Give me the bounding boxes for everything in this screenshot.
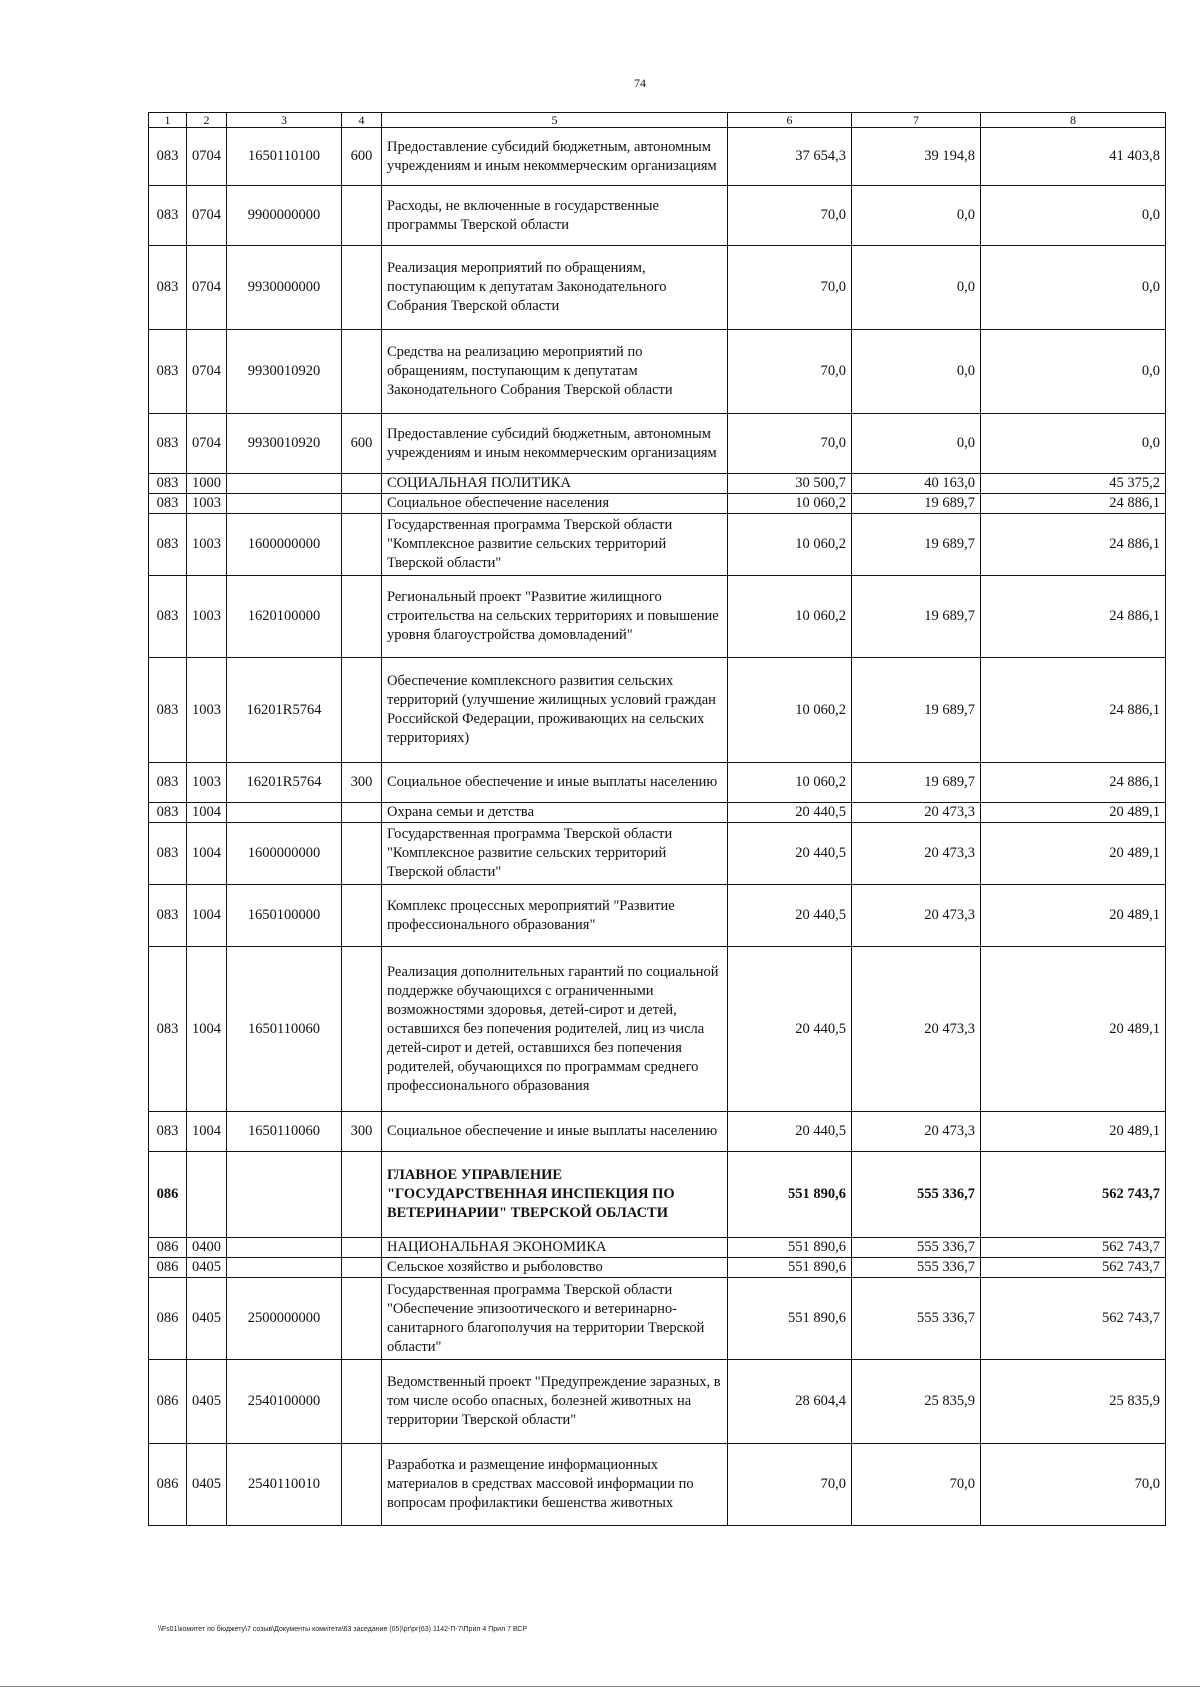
cell-description: Социальное обеспечение и иные выплаты населению — [382, 1112, 728, 1152]
cell-expense-type — [342, 576, 382, 658]
cell-section-code: 1000 — [187, 474, 227, 494]
cell-section-code: 1004 — [187, 1112, 227, 1152]
cell-expense-type — [342, 1258, 382, 1278]
cell-amount-2025: 40 163,0 — [852, 474, 981, 494]
cell-description: Средства на реализацию мероприятий по обращениям, поступающим к депутатам Законодательного Собрания Тверской области — [382, 330, 728, 414]
cell-description: НАЦИОНАЛЬНАЯ ЭКОНОМИКА — [382, 1238, 728, 1258]
cell-admin-code: 083 — [149, 128, 187, 186]
cell-section-code: 0400 — [187, 1238, 227, 1258]
cell-amount-2024: 20 440,5 — [728, 803, 852, 823]
cell-description: Региональный проект "Развитие жилищного строительства на сельских территориях и повышение уровня благоустройства домовладений" — [382, 576, 728, 658]
cell-amount-2024: 20 440,5 — [728, 885, 852, 947]
cell-target-article: 9930010920 — [227, 414, 342, 474]
column-number-2: 2 — [187, 113, 227, 128]
cell-section-code: 1003 — [187, 494, 227, 514]
cell-admin-code: 086 — [149, 1238, 187, 1258]
cell-target-article: 1600000000 — [227, 823, 342, 885]
cell-admin-code: 083 — [149, 885, 187, 947]
cell-section-code: 0405 — [187, 1444, 227, 1526]
cell-amount-2025: 20 473,3 — [852, 1112, 981, 1152]
cell-target-article: 16201R5764 — [227, 658, 342, 763]
cell-target-article — [227, 1238, 342, 1258]
cell-target-article — [227, 474, 342, 494]
cell-amount-2025: 19 689,7 — [852, 658, 981, 763]
cell-description: Обеспечение комплексного развития сельских территорий (улучшение жилищных условий граждан Российской Федерации, проживающих на сельских территориях) — [382, 658, 728, 763]
cell-section-code: 0704 — [187, 330, 227, 414]
table-body — [149, 128, 1166, 1526]
cell-admin-code: 083 — [149, 1112, 187, 1152]
cell-admin-code: 083 — [149, 763, 187, 803]
column-number-1: 1 — [149, 113, 187, 128]
cell-amount-2025: 555 336,7 — [852, 1278, 981, 1360]
cell-description: Предоставление субсидий бюджетным, автономным учреждениям и иным некоммерческим организациям — [382, 414, 728, 474]
cell-admin-code: 086 — [149, 1152, 187, 1238]
table-row — [149, 947, 1166, 1112]
table-row — [149, 1278, 1166, 1360]
cell-target-article: 1650110060 — [227, 947, 342, 1112]
table-row — [149, 576, 1166, 658]
cell-amount-2025: 20 473,3 — [852, 803, 981, 823]
cell-amount-2024: 70,0 — [728, 330, 852, 414]
cell-admin-code: 086 — [149, 1444, 187, 1526]
cell-target-article — [227, 1152, 342, 1238]
cell-description: Социальное обеспечение и иные выплаты населению — [382, 763, 728, 803]
cell-section-code: 1004 — [187, 823, 227, 885]
cell-admin-code: 086 — [149, 1360, 187, 1444]
cell-expense-type — [342, 1238, 382, 1258]
cell-expense-type — [342, 514, 382, 576]
cell-target-article — [227, 803, 342, 823]
cell-target-article: 1600000000 — [227, 514, 342, 576]
cell-admin-code: 083 — [149, 576, 187, 658]
cell-expense-type — [342, 186, 382, 246]
cell-amount-2026: 562 743,7 — [981, 1278, 1166, 1360]
cell-amount-2024: 37 654,3 — [728, 128, 852, 186]
cell-amount-2025: 19 689,7 — [852, 514, 981, 576]
cell-expense-type — [342, 1278, 382, 1360]
cell-amount-2026: 45 375,2 — [981, 474, 1166, 494]
table-row — [149, 803, 1166, 823]
column-number-6: 6 — [728, 113, 852, 128]
cell-amount-2026: 0,0 — [981, 414, 1166, 474]
cell-amount-2025: 19 689,7 — [852, 763, 981, 803]
cell-section-code: 1003 — [187, 576, 227, 658]
cell-amount-2026: 20 489,1 — [981, 1112, 1166, 1152]
cell-amount-2026: 562 743,7 — [981, 1238, 1166, 1258]
cell-description: Охрана семьи и детства — [382, 803, 728, 823]
cell-amount-2026: 0,0 — [981, 186, 1166, 246]
cell-amount-2025: 555 336,7 — [852, 1258, 981, 1278]
cell-admin-code: 083 — [149, 330, 187, 414]
cell-target-article: 1650110060 — [227, 1112, 342, 1152]
cell-description: Государственная программа Тверской области "Обеспечение эпизоотического и ветеринарно-санитарного благополучия на территории Тверской области" — [382, 1278, 728, 1360]
cell-amount-2026: 24 886,1 — [981, 514, 1166, 576]
table-row — [149, 823, 1166, 885]
cell-admin-code: 083 — [149, 246, 187, 330]
cell-amount-2025: 0,0 — [852, 414, 981, 474]
cell-target-article: 2500000000 — [227, 1278, 342, 1360]
cell-description: Предоставление субсидий бюджетным, автономным учреждениям и иным некоммерческим организациям — [382, 128, 728, 186]
column-number-3: 3 — [227, 113, 342, 128]
cell-description: Сельское хозяйство и рыболовство — [382, 1258, 728, 1278]
table-row — [149, 186, 1166, 246]
cell-admin-code: 083 — [149, 414, 187, 474]
table-row — [149, 658, 1166, 763]
cell-admin-code: 083 — [149, 803, 187, 823]
cell-amount-2024: 551 890,6 — [728, 1238, 852, 1258]
cell-admin-code: 083 — [149, 494, 187, 514]
cell-expense-type — [342, 246, 382, 330]
cell-admin-code: 083 — [149, 947, 187, 1112]
cell-target-article: 9900000000 — [227, 186, 342, 246]
cell-amount-2026: 562 743,7 — [981, 1152, 1166, 1238]
cell-amount-2026: 0,0 — [981, 330, 1166, 414]
cell-amount-2026: 24 886,1 — [981, 763, 1166, 803]
cell-amount-2024: 551 890,6 — [728, 1152, 852, 1238]
cell-target-article — [227, 1258, 342, 1278]
column-number-row — [149, 113, 1166, 128]
table-row — [149, 414, 1166, 474]
cell-admin-code: 086 — [149, 1258, 187, 1278]
cell-amount-2025: 39 194,8 — [852, 128, 981, 186]
cell-description: СОЦИАЛЬНАЯ ПОЛИТИКА — [382, 474, 728, 494]
scan-edge-line — [0, 1686, 1200, 1687]
cell-amount-2025: 0,0 — [852, 330, 981, 414]
cell-target-article: 9930010920 — [227, 330, 342, 414]
table-row — [149, 474, 1166, 494]
table-row — [149, 128, 1166, 186]
cell-section-code: 1004 — [187, 803, 227, 823]
cell-expense-type — [342, 474, 382, 494]
cell-description: Ведомственный проект "Предупреждение заразных, в том числе особо опасных, болезней животных на территории Тверской области" — [382, 1360, 728, 1444]
cell-target-article: 16201R5764 — [227, 763, 342, 803]
cell-section-code: 0704 — [187, 128, 227, 186]
cell-amount-2026: 70,0 — [981, 1444, 1166, 1526]
cell-amount-2025: 25 835,9 — [852, 1360, 981, 1444]
table-row — [149, 1360, 1166, 1444]
table-row — [149, 330, 1166, 414]
cell-admin-code: 083 — [149, 186, 187, 246]
cell-section-code: 0405 — [187, 1258, 227, 1278]
cell-description: Расходы, не включенные в государственные программы Тверской области — [382, 186, 728, 246]
cell-section-code: 1003 — [187, 763, 227, 803]
cell-amount-2026: 20 489,1 — [981, 947, 1166, 1112]
cell-expense-type — [342, 823, 382, 885]
cell-amount-2024: 551 890,6 — [728, 1278, 852, 1360]
cell-amount-2025: 555 336,7 — [852, 1152, 981, 1238]
cell-section-code: 1003 — [187, 658, 227, 763]
table-row — [149, 1258, 1166, 1278]
cell-amount-2026: 24 886,1 — [981, 576, 1166, 658]
cell-section-code: 0704 — [187, 186, 227, 246]
page-number: 74 — [634, 76, 646, 90]
cell-description: Комплекс процессных мероприятий "Развитие профессионального образования" — [382, 885, 728, 947]
budget-table — [148, 112, 1166, 1526]
table-row — [149, 885, 1166, 947]
cell-admin-code: 083 — [149, 514, 187, 576]
cell-section-code — [187, 1152, 227, 1238]
cell-admin-code: 086 — [149, 1278, 187, 1360]
cell-amount-2026: 0,0 — [981, 246, 1166, 330]
cell-amount-2026: 24 886,1 — [981, 494, 1166, 514]
cell-description: Государственная программа Тверской области "Комплексное развитие сельских территорий Тверской области" — [382, 823, 728, 885]
cell-amount-2025: 20 473,3 — [852, 885, 981, 947]
cell-description: Реализация мероприятий по обращениям, поступающим к депутатам Законодательного Собрания Тверской области — [382, 246, 728, 330]
cell-amount-2025: 19 689,7 — [852, 494, 981, 514]
cell-amount-2024: 10 060,2 — [728, 514, 852, 576]
cell-target-article: 9930000000 — [227, 246, 342, 330]
column-number-4: 4 — [342, 113, 382, 128]
cell-section-code: 1004 — [187, 885, 227, 947]
cell-expense-type — [342, 1360, 382, 1444]
cell-amount-2024: 70,0 — [728, 414, 852, 474]
footer-file-path: \\Fs01\комитет по бюджету\7 созыв\Документы комитета\63 заседание (05)\рг\рг(63) 1142-П-7\Прил 4 Прил 7 ВСР — [158, 1626, 528, 1633]
cell-description: Разработка и размещение информационных материалов в средствах массовой информации по вопросам профилактики бешенства животных — [382, 1444, 728, 1526]
cell-expense-type: 600 — [342, 414, 382, 474]
cell-expense-type — [342, 885, 382, 947]
cell-amount-2025: 0,0 — [852, 186, 981, 246]
cell-amount-2025: 0,0 — [852, 246, 981, 330]
cell-amount-2024: 70,0 — [728, 186, 852, 246]
cell-amount-2024: 551 890,6 — [728, 1258, 852, 1278]
column-number-7: 7 — [852, 113, 981, 128]
cell-section-code: 0704 — [187, 414, 227, 474]
table-row — [149, 1238, 1166, 1258]
cell-admin-code: 083 — [149, 474, 187, 494]
cell-expense-type — [342, 330, 382, 414]
table-row — [149, 514, 1166, 576]
table-row — [149, 246, 1166, 330]
cell-amount-2026: 20 489,1 — [981, 885, 1166, 947]
table-row — [149, 494, 1166, 514]
cell-description: Реализация дополнительных гарантий по социальной поддержке обучающихся с ограниченными возможностями здоровья, детей-сирот и детей, оставшихся без попечения родителей, лиц из числа детей-сирот и детей, оставшихся без попечения родителей, обучающихся по программам среднего профессионального образования — [382, 947, 728, 1112]
cell-amount-2024: 70,0 — [728, 246, 852, 330]
cell-target-article: 1650110100 — [227, 128, 342, 186]
cell-expense-type — [342, 1152, 382, 1238]
cell-amount-2024: 10 060,2 — [728, 763, 852, 803]
cell-amount-2025: 70,0 — [852, 1444, 981, 1526]
cell-admin-code: 083 — [149, 823, 187, 885]
cell-expense-type — [342, 658, 382, 763]
cell-target-article: 1620100000 — [227, 576, 342, 658]
cell-amount-2024: 20 440,5 — [728, 823, 852, 885]
cell-amount-2026: 20 489,1 — [981, 803, 1166, 823]
cell-section-code: 1003 — [187, 514, 227, 576]
cell-amount-2024: 20 440,5 — [728, 947, 852, 1112]
cell-section-code: 0405 — [187, 1360, 227, 1444]
column-number-8: 8 — [981, 113, 1166, 128]
cell-amount-2024: 28 604,4 — [728, 1360, 852, 1444]
table-row — [149, 1152, 1166, 1238]
cell-amount-2025: 555 336,7 — [852, 1238, 981, 1258]
cell-section-code: 0405 — [187, 1278, 227, 1360]
cell-admin-code: 083 — [149, 658, 187, 763]
cell-expense-type — [342, 947, 382, 1112]
cell-expense-type: 600 — [342, 128, 382, 186]
cell-amount-2025: 20 473,3 — [852, 947, 981, 1112]
cell-amount-2024: 20 440,5 — [728, 1112, 852, 1152]
cell-description: Государственная программа Тверской области "Комплексное развитие сельских территорий Тверской области" — [382, 514, 728, 576]
column-number-5: 5 — [382, 113, 728, 128]
cell-section-code: 1004 — [187, 947, 227, 1112]
cell-expense-type: 300 — [342, 763, 382, 803]
cell-section-code: 0704 — [187, 246, 227, 330]
cell-expense-type — [342, 803, 382, 823]
cell-amount-2025: 19 689,7 — [852, 576, 981, 658]
cell-expense-type — [342, 1444, 382, 1526]
cell-description: ГЛАВНОЕ УПРАВЛЕНИЕ "ГОСУДАРСТВЕННАЯ ИНСПЕКЦИЯ ПО ВЕТЕРИНАРИИ" ТВЕРСКОЙ ОБЛАСТИ — [382, 1152, 728, 1238]
cell-amount-2024: 10 060,2 — [728, 576, 852, 658]
cell-target-article: 1650100000 — [227, 885, 342, 947]
cell-expense-type: 300 — [342, 1112, 382, 1152]
table-row — [149, 763, 1166, 803]
cell-amount-2026: 25 835,9 — [981, 1360, 1166, 1444]
cell-target-article: 2540110010 — [227, 1444, 342, 1526]
cell-amount-2024: 70,0 — [728, 1444, 852, 1526]
cell-target-article: 2540100000 — [227, 1360, 342, 1444]
cell-amount-2024: 30 500,7 — [728, 474, 852, 494]
cell-amount-2026: 41 403,8 — [981, 128, 1166, 186]
table-row — [149, 1444, 1166, 1526]
cell-amount-2026: 20 489,1 — [981, 823, 1166, 885]
cell-expense-type — [342, 494, 382, 514]
cell-amount-2026: 562 743,7 — [981, 1258, 1166, 1278]
cell-description: Социальное обеспечение населения — [382, 494, 728, 514]
cell-amount-2026: 24 886,1 — [981, 658, 1166, 763]
cell-amount-2024: 10 060,2 — [728, 658, 852, 763]
cell-target-article — [227, 494, 342, 514]
table-row — [149, 1112, 1166, 1152]
cell-amount-2024: 10 060,2 — [728, 494, 852, 514]
cell-amount-2025: 20 473,3 — [852, 823, 981, 885]
